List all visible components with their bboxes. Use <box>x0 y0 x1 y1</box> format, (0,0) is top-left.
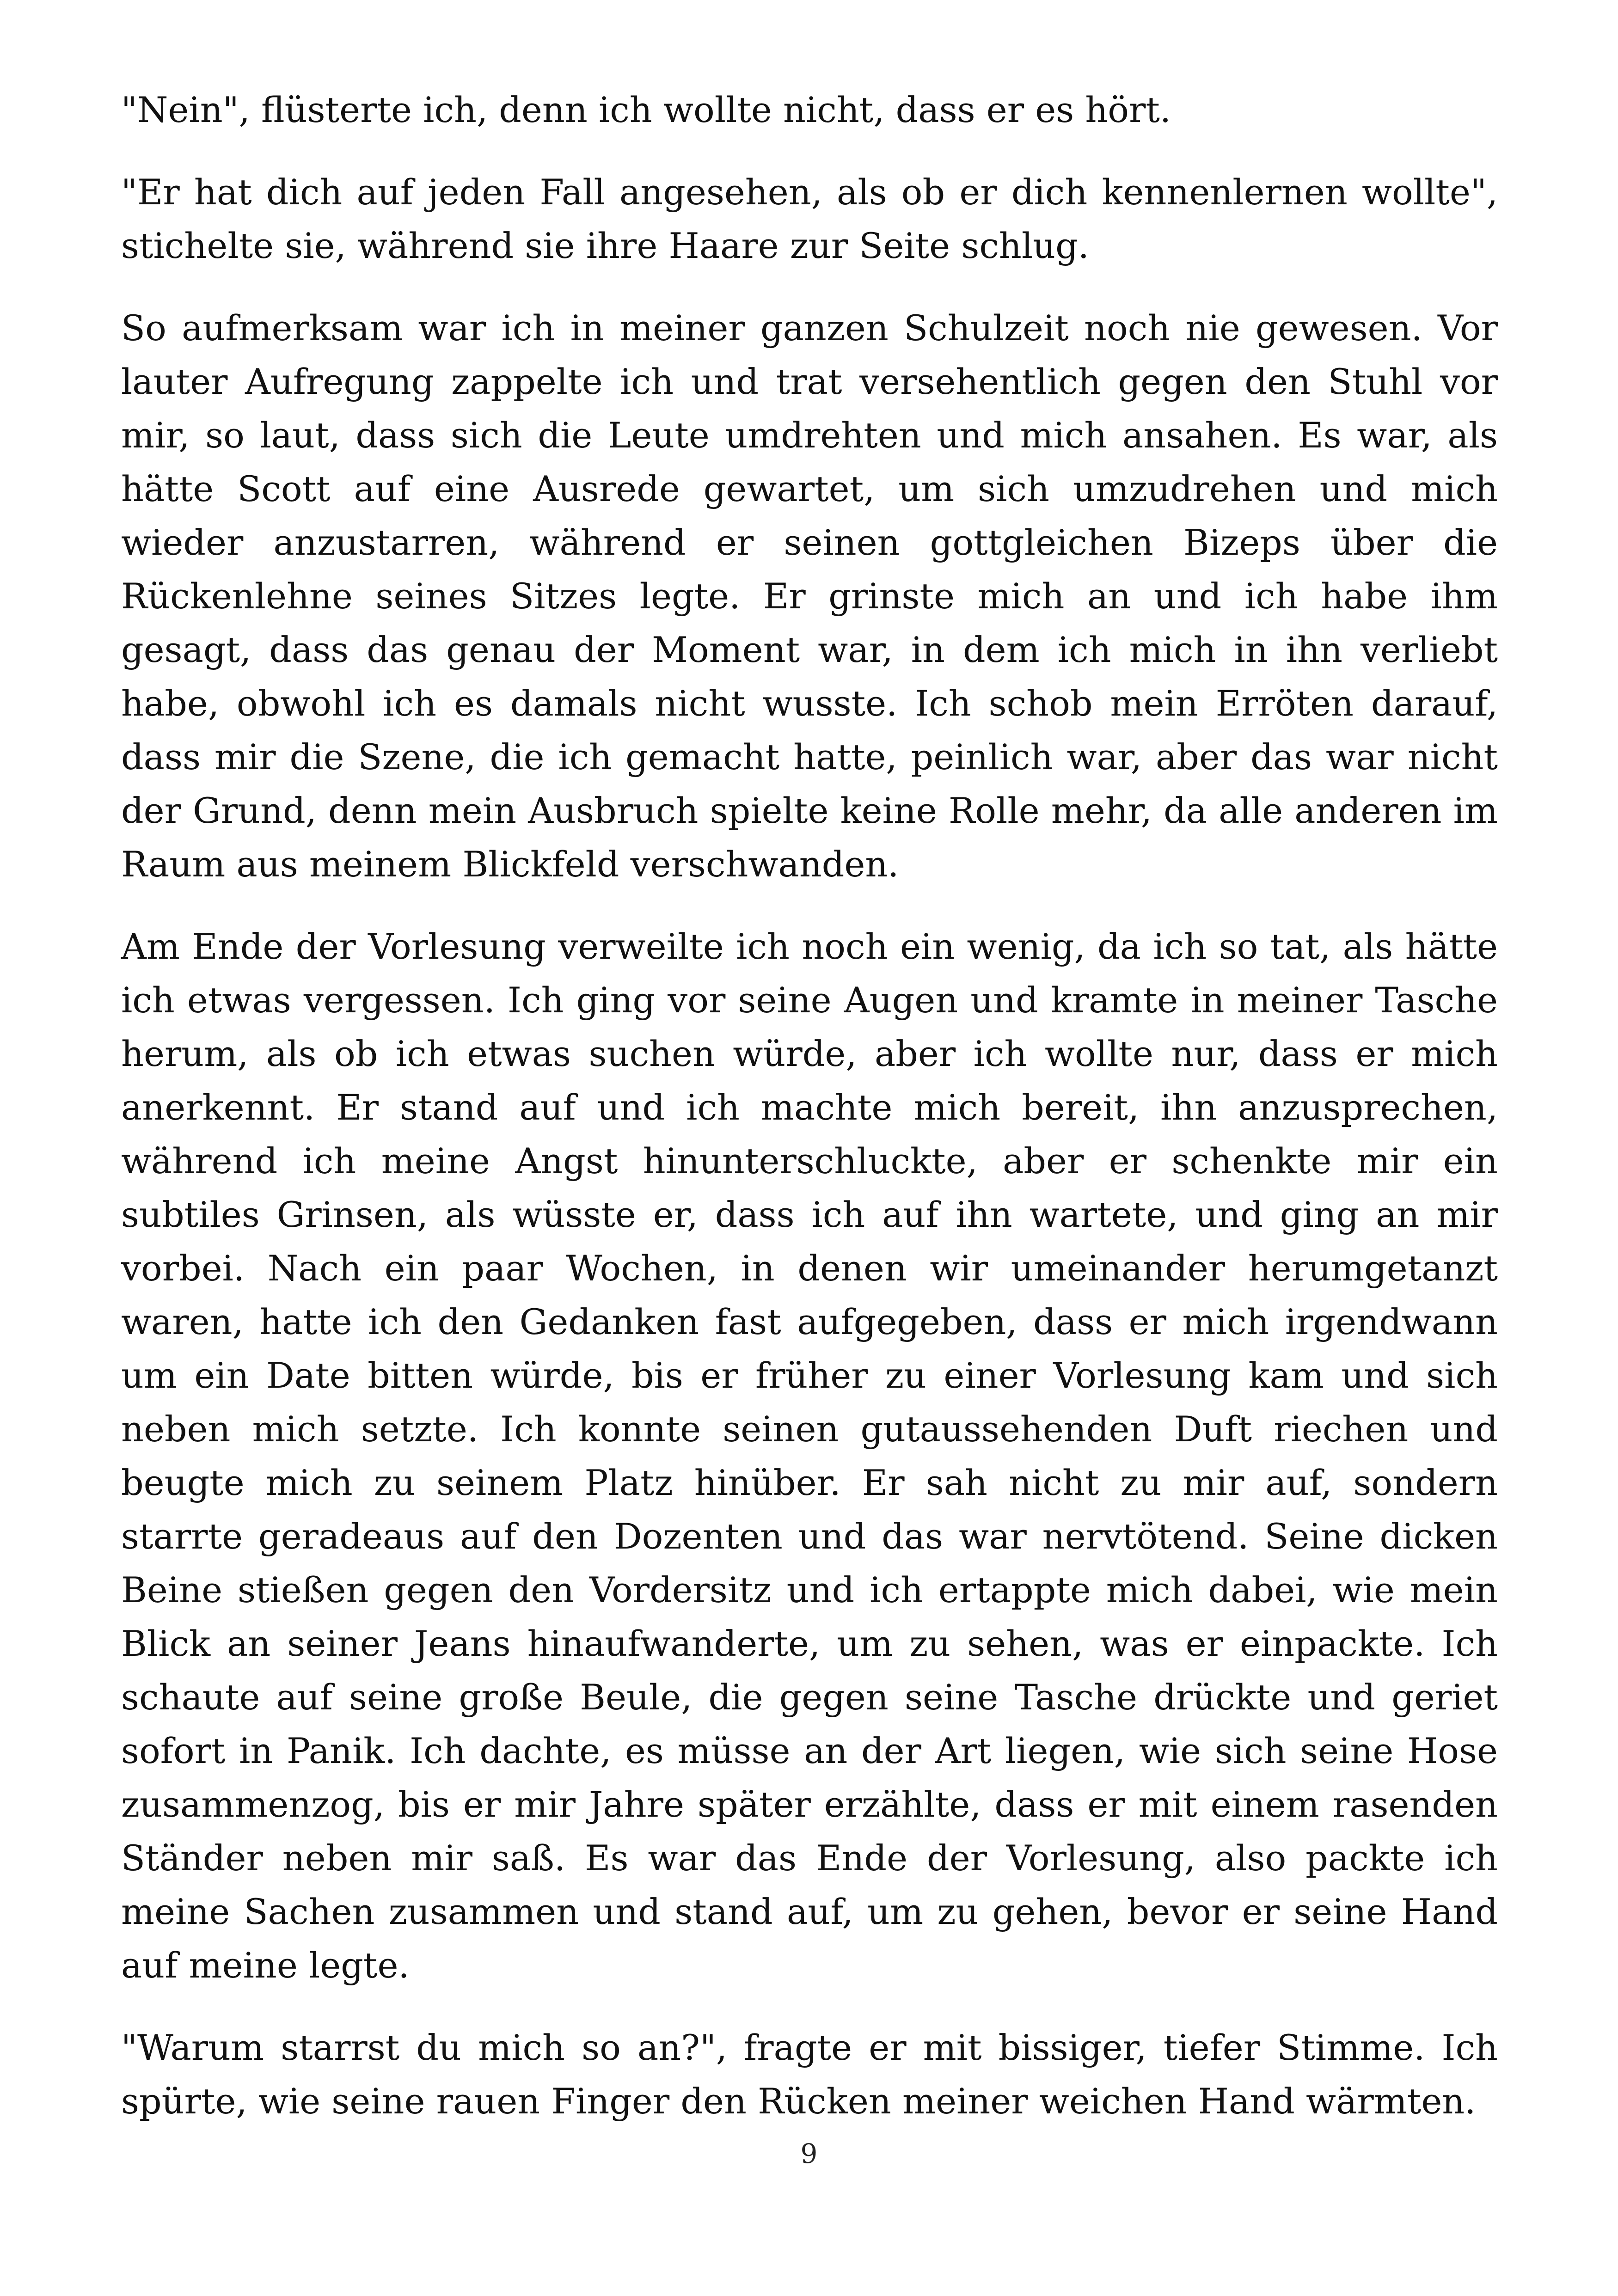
paragraph-3: So aufmerksam war ich in meiner ganzen Schulzeit noch nie gewesen. Vor lauter Aufregung zappelte ich und trat versehentlich gegen den Stuhl vor mir, so laut, dass sich die Leute umdrehten und mich ansahen. Es war, als hätte Scott auf eine Ausrede gewartet, um sich umzudrehen und mich wieder anzustarren, während er seinen gottgleichen Bizeps über die Rückenlehne seines Sitzes legte. Er grinste mich an und ich habe ihm gesagt, dass das genau der Moment war, in dem ich mich in ihn verliebt habe, obwohl ich es damals nicht wusste. Ich schob mein Erröten darauf, dass mir die Szene, die ich gemacht hatte, peinlich war, aber das war nicht der Grund, denn mein Ausbruch spielte keine Rolle mehr, da alle anderen im Raum aus meinem Blickfeld verschwanden. <box>121 307 1498 885</box>
paragraph-4: Am Ende der Vorlesung verweilte ich noch ein wenig, da ich so tat, als hätte ich etwas vergessen. Ich ging vor seine Augen und kramte in meiner Tasche herum, als ob ich etwas suchen würde, aber ich wollte nur, dass er mich anerkennt. Er stand auf und ich machte mich bereit, ihn anzusprechen, während ich meine Angst hinunterschluckte, aber er schenkte mir ein subtiles Grinsen, als wüsste er, dass ich auf ihn wartete, und ging an mir vorbei. Nach ein paar Wochen, in denen wir umeinander herumgetanzt waren, hatte ich den Gedanken fast aufgegeben, dass er mich irgendwann um ein Date bitten würde, bis er früher zu einer Vorlesung kam und sich neben mich setzte. Ich konnte seinen gutaussehenden Duft riechen und beugte mich zu seinem Platz hinüber. Er sah nicht zu mir auf, sondern starrte geradeaus auf den Dozenten und das war nervtötend. Seine dicken Beine stießen gegen den Vordersitz und ich ertappte mich dabei, wie mein Blick an seiner Jeans hinaufwanderte, um zu sehen, was er einpackte. Ich schaute auf seine große Beule, die gegen seine Tasche drückte und geriet sofort in Panik. Ich dachte, es müsse an der Art liegen, wie sich seine Hose zusammenzog, bis er mir Jahre später erzählte, dass er mit einem rasenden Ständer neben mir saß. Es war das Ende der Vorlesung, also packte ich meine Sachen zusammen und stand auf, um zu gehen, bevor er seine Hand auf meine legte. <box>121 926 1498 1986</box>
paragraph-1: "Nein", flüsterte ich, denn ich wollte nicht, dass er es hört. <box>121 89 1171 130</box>
paragraph-2: "Er hat dich auf jeden Fall angesehen, als ob er dich kennenlernen wollte", stichelte sie, während sie ihre Haare zur Seite schlug. <box>121 171 1498 266</box>
page-number: 9 <box>800 2138 818 2169</box>
paragraph-5: "Warum starrst du mich so an?", fragte er mit bissiger, tiefer Stimme. Ich spürte, wie seine rauen Finger den Rücken meiner weichen Hand wärmten. <box>121 2027 1498 2122</box>
body-text <box>121 83 1498 2157</box>
